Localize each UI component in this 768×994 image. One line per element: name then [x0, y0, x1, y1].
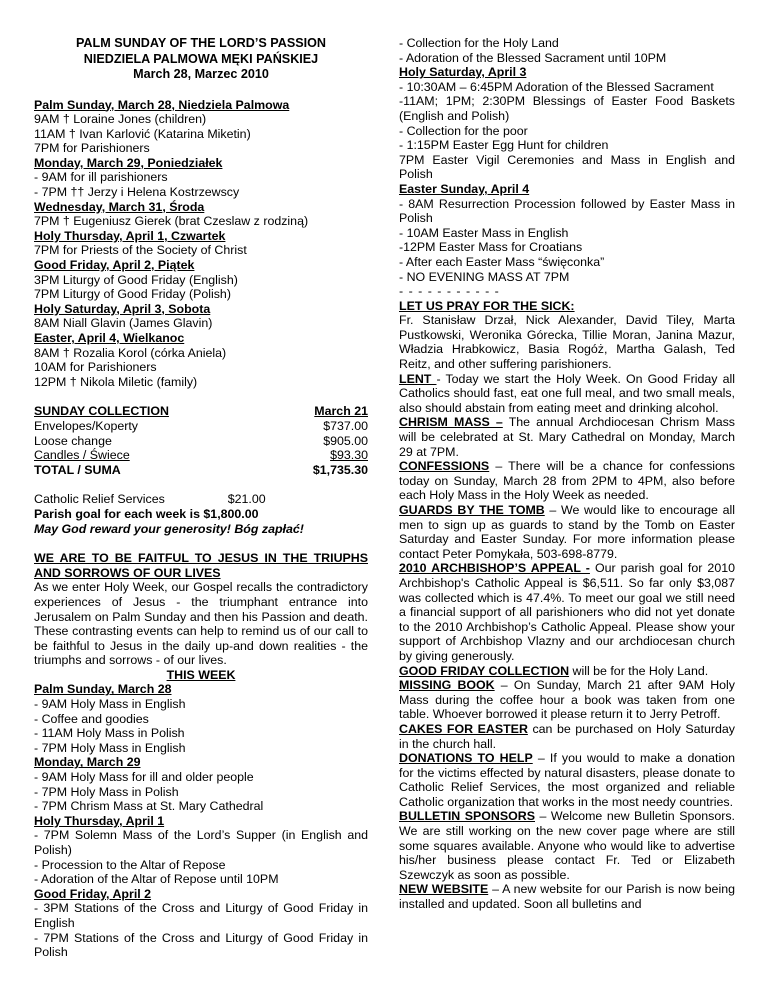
intention-line: 7PM for Priests of the Society of Christ	[34, 243, 247, 258]
notice-new-website: NEW WEBSITE – A new website for our Parish is now being installed and updated. Soon all bulletins and	[399, 882, 735, 912]
schedule-line: - Procession to the Altar of Repose	[34, 857, 226, 872]
divider-dashes: - - - - - - - - - - -	[399, 284, 500, 299]
schedule-line: - 7PM Holy Mass in Polish	[34, 784, 179, 799]
notice-bulletin-sponsors: BULLETIN SPONSORS – Welcome new Bulletin Sponsors. We are still working on the new cover page where are still some squares available. Anyone who would like to advertise his/her business please contact Fr. Ted or Elizabeth Szewczyk as soon as possible.	[399, 809, 735, 882]
schedule-line: - 10AM Easter Mass in English	[399, 225, 569, 240]
schedule-line: - Adoration of the Blessed Sacrament until 10PM	[399, 50, 667, 65]
crs-row: Catholic Relief Services $21.00	[34, 492, 266, 507]
intention-heading: Wednesday, March 31, Środa	[34, 199, 205, 214]
intention-line: 7PM Liturgy of Good Friday (Polish)	[34, 287, 231, 302]
notice-guards: GUARDS BY THE TOMB – We would like to encourage all men to sign up as guards to stand by the Tomb on Easter Saturday and Easter Sunday. For more information please contact Peter Pomykała, 503-698-8779.	[399, 503, 735, 561]
intention-line: 9AM † Loraine Jones (children)	[34, 112, 207, 127]
collection-row: Envelopes/Koperty $737.00	[34, 418, 368, 433]
schedule-line: - 7PM Solemn Mass of the Lord’s Supper (in English and Polish)	[34, 828, 368, 857]
faithful-heading: WE ARE TO BE FAITFUL TO JESUS IN THE TRIUPHS AND SORROWS OF OUR LIVES	[34, 551, 368, 580]
left-column	[34, 36, 368, 960]
intention-line: 7PM † Eugeniusz Gierek (brat Czeslaw z rodziną)	[34, 214, 309, 229]
schedule-day-heading: Holy Thursday, April 1	[34, 813, 165, 828]
schedule-line: - Collection for the Holy Land	[399, 36, 559, 50]
notice-archbishop-appeal: 2010 ARCHBISHOP’S APPEAL - Our parish goal for 2010 Archbishop's Catholic Appeal is $6,511. So far only $3,087 was collected which is 47.4%. To meet our goal we still need a financial support of all parishioners who did not yet donate to the 2010 Archbishop’s Catholic Appeal. Please show your support of Archbishop Vlazny and our archdiocesan church by giving generously.	[399, 561, 735, 663]
this-week-schedule	[34, 682, 368, 959]
collection-date: March 21	[314, 404, 368, 419]
intention-heading: Holy Saturday, April 3, Sobota	[34, 301, 211, 316]
schedule-line: - Adoration of the Altar of Repose until 10PM	[34, 872, 279, 887]
schedule-day-heading: Holy Saturday, April 3	[399, 65, 527, 80]
faithful-body: As we enter Holy Week, our Gospel recalls the contradictory experiences of Jesus - the triumphant entrance into Jerusalem on Palm Sunday and then his Passion and death. These contrasting events can help to remind us of our call to be faithful to Jesus in the daily up-and down realities - the triumphs and sorrows - of our lives.	[34, 580, 368, 668]
sick-body: Fr. Stanisław Drzał, Nick Alexander, David Tiley, Marta Pustkowski, Weronika Górecka, Tillie Moran, Janina Mazur, Władzia Hrabkowicz, Basia Rogóż, Martha Galash, Ted Reitz, and other suffering parishioners.	[399, 313, 735, 372]
intention-line: - 7PM †† Jerzy i Helena Kostrzewscy	[34, 185, 240, 200]
schedule-day-heading: Good Friday, April 2	[34, 886, 152, 901]
schedule-line: - NO EVENING MASS AT 7PM	[399, 269, 570, 284]
title-line-2: NIEDZIELA PALMOWA MĘKI PAŃSKIEJ	[83, 51, 319, 66]
schedule-line: - 11AM Holy Mass in Polish	[34, 726, 185, 741]
title-line-1: PALM SUNDAY OF THE LORD’S PASSION	[75, 36, 327, 50]
collection-total-row: TOTAL / SUMA $1,735.30	[34, 462, 368, 477]
notice-chrism-mass: CHRISM MASS – The annual Archdiocesan Chrism Mass will be celebrated at St. Mary Cathedral on Monday, March 29 at 7PM.	[399, 415, 735, 459]
schedule-line: - 10:30AM – 6:45PM Adoration of the Blessed Sacrament	[399, 79, 714, 94]
collection-heading: SUNDAY COLLECTION	[34, 404, 169, 419]
notice-donations: DONATIONS TO HELP – If you would to make a donation for the victims effected by natural disasters, please donate to Catholic Relief Services, the most organized and reliable Catholic organization that works in the most needy countries.	[399, 751, 736, 809]
notice-good-friday-collection: GOOD FRIDAY COLLECTION will be for the Holy Land.	[399, 663, 709, 678]
intention-line: 10AM for Parishioners	[34, 360, 157, 375]
schedule-line: - Coffee and goodies	[34, 711, 149, 726]
notice-missing-book: MISSING BOOK – On Sunday, March 21 after 9AM Holy Mass during the coffee hour a book was taken from one table. Whoever borrowed it please return it to Jerry Petroff.	[399, 678, 735, 722]
sunday-collection	[34, 404, 368, 536]
collection-row: Loose change $905.00	[34, 433, 368, 448]
notice-lent: LENT - Today we start the Holy Week. On Good Friday all Catholics should fast, eat one full meal, and two small meals, also should abstain from eating meet and drinking alcohol.	[399, 371, 735, 415]
notice-cakes: CAKES FOR EASTER can be purchased on Holy Saturday in the church hall.	[399, 721, 735, 751]
schedule-line: -12PM Easter Mass for Croatians	[399, 240, 583, 255]
this-week-heading: THIS WEEK	[166, 667, 236, 682]
thanks-line: May God reward your generosity! Bóg zapłać!	[34, 521, 304, 536]
schedule-line: - 3PM Stations of the Cross and Liturgy of Good Friday in English	[34, 901, 368, 930]
schedule-line: 7PM Easter Vigil Ceremonies and Mass in English and Polish	[399, 152, 735, 182]
notice-confessions: CONFESSIONS – There will be a chance for confessions today on Sunday, March 28 from 2PM to 4PM, also before each Holy Mass in the Holy Week as needed.	[399, 459, 735, 503]
intention-heading: Easter, April 4, Wielkanoc	[34, 331, 185, 345]
sick-heading: LET US PRAY FOR THE SICK:	[399, 298, 575, 313]
intention-line: 8AM † Rozalia Korol (córka Aniela)	[34, 345, 227, 360]
intention-heading: Good Friday, April 2, Piątek	[34, 258, 195, 273]
schedule-line: -11AM; 1PM; 2:30PM Blessings of Easter Food Baskets (English and Polish)	[399, 94, 735, 123]
intention-line: 8AM Niall Glavin (James Glavin)	[34, 316, 213, 331]
collection-row: Candles / Świece $93.30	[34, 448, 368, 463]
intention-line: 3PM Liturgy of Good Friday (English)	[34, 272, 238, 287]
intention-line: - 9AM for ill parishioners	[34, 170, 168, 185]
intention-heading: Palm Sunday, March 28, Niedziela Palmowa	[34, 97, 290, 112]
schedule-line: - After each Easter Mass “święconka”	[399, 254, 605, 269]
schedule-line: - 8AM Resurrection Procession followed by Easter Mass in Polish	[399, 196, 735, 226]
schedule-day-heading: Palm Sunday, March 28	[34, 682, 172, 697]
mass-intentions	[34, 98, 368, 390]
intention-line: 11AM † Ivan Karlović (Katarina Miketin)	[34, 126, 251, 141]
schedule-line: - 7PM Chrism Mass at St. Mary Cathedral	[34, 799, 264, 814]
schedule-line: - 1:15PM Easter Egg Hunt for children	[399, 138, 609, 153]
schedule-line: - 9AM Holy Mass for ill and older people	[34, 770, 254, 785]
schedule-line: - 7PM Holy Mass in English	[34, 740, 186, 755]
parish-goal: Parish goal for each week is $1,800.00	[34, 506, 259, 521]
schedule-line: - 7PM Stations of the Cross and Liturgy of Good Friday in Polish	[34, 930, 368, 960]
schedule-line: - 9AM Holy Mass in English	[34, 697, 186, 712]
schedule-day-heading: Monday, March 29	[34, 755, 141, 770]
schedule-day-heading: Easter Sunday, April 4	[399, 181, 530, 196]
intention-heading: Holy Thursday, April 1, Czwartek	[34, 228, 226, 243]
intention-heading: Monday, March 29, Poniedziałek	[34, 155, 223, 170]
intention-line: 7PM for Parishioners	[34, 141, 150, 156]
title-line-3: March 28, Marzec 2010	[133, 67, 269, 81]
schedule-line: - Collection for the poor	[399, 123, 528, 138]
right-column	[399, 36, 735, 912]
intention-line: 12PM † Nikola Miletic (family)	[34, 374, 198, 389]
